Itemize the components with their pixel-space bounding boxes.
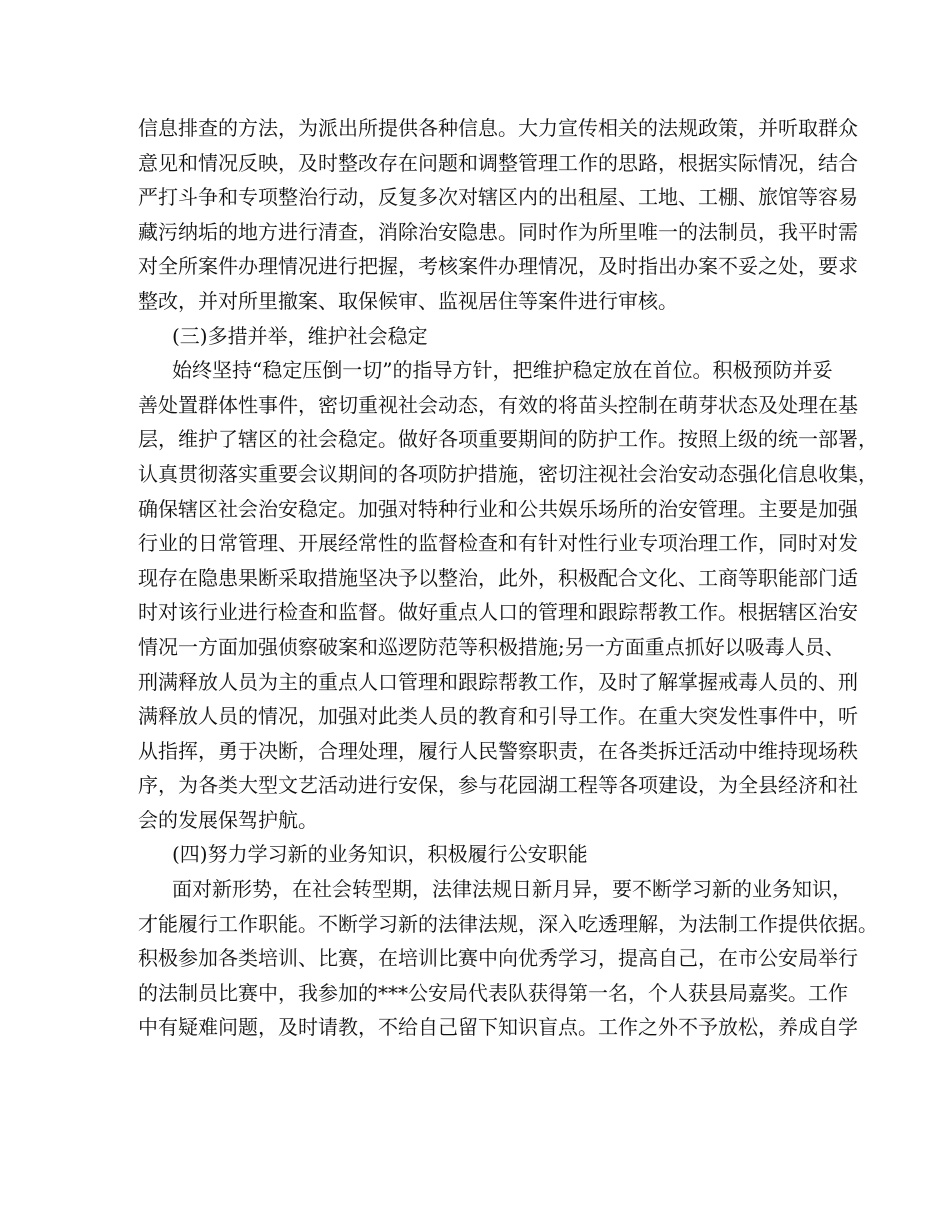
text-line: 情况一方面加强侦察破案和巡逻防范等积极措施;另一方面重点抓好以吸毒人员、 (138, 634, 845, 659)
text-line: 对全所案件办理情况进行把握，考核案件办理情况，及时指出办案不妥之处，要求 (138, 254, 858, 279)
text-line: 行业的日常管理、开展经常性的监督检查和有针对性行业专项治理工作，同时对发 (138, 531, 858, 556)
text-line: 善处置群体性事件，密切重视社会动态，有效的将苗头控制在萌芽状态及处理在基 (138, 392, 858, 417)
paragraph-start-line: (四)努力学习新的业务知识，积极履行公安职能 (172, 842, 588, 867)
text-line: 层，维护了辖区的社会稳定。做好各项重要期间的防护工作。按照上级的统一部署， (138, 427, 878, 452)
text-line: 序，为各类大型文艺活动进行安保，参与花园湖工程等各项建设，为全县经济和社 (138, 773, 858, 798)
paragraph-start-line: 始终坚持“稳定压倒一切”的指导方针，把维护稳定放在首位。积极预防并妥 (172, 358, 833, 383)
paragraph-start-line: (三)多措并举，维护社会稳定 (172, 323, 428, 348)
text-line: 的法制员比赛中，我参加的***公安局代表队获得第一名，个人获县局嘉奖。工作 (138, 980, 848, 1005)
text-line: 整改，并对所里撤案、取保候审、监视居住等案件进行审核。 (138, 288, 678, 313)
text-line: 从指挥，勇于决断，合理处理，履行人民警察职责，在各类拆迁活动中维持现场秩 (138, 738, 858, 763)
paragraph-start-line: 面对新形势，在社会转型期，法律法规日新月异，要不断学习新的业务知识， (172, 877, 852, 902)
text-line: 意见和情况反映，及时整改存在问题和调整管理工作的思路，根据实际情况，结合 (138, 150, 858, 175)
text-line: 时对该行业进行检查和监督。做好重点人口的管理和跟踪帮教工作。根据辖区治安 (138, 600, 858, 625)
text-line: 现存在隐患果断采取措施坚决予以整治，此外，积极配合文化、工商等职能部门适 (138, 565, 858, 590)
text-line: 积极参加各类培训、比赛，在培训比赛中向优秀学习，提高自己，在市公安局举行 (138, 946, 858, 971)
text-line: 刑满释放人员为主的重点人口管理和跟踪帮教工作，及时了解掌握戒毒人员的、刑 (138, 669, 858, 694)
text-line: 藏污纳垢的地方进行清查，消除治安隐患。同时作为所里唯一的法制员，我平时需 (138, 219, 858, 244)
text-line: 才能履行工作职能。不断学习新的法律法规，深入吃透理解，为法制工作提供依据。 (138, 911, 878, 936)
text-line: 会的发展保驾护航。 (138, 807, 318, 832)
document-body (138, 111, 878, 1045)
text-line: 信息排查的方法，为派出所提供各种信息。大力宣传相关的法规政策，并听取群众 (138, 116, 858, 140)
text-line: 认真贯彻落实重要会议期间的各项防护措施，密切注视社会治安动态强化信息收集， (138, 461, 878, 486)
text-line: 确保辖区社会治安稳定。加强对特种行业和公共娱乐场所的治安管理。主要是加强 (138, 496, 858, 521)
text-line: 严打斗争和专项整治行动，反复多次对辖区内的出租屋、工地、工棚、旅馆等容易 (138, 185, 858, 210)
text-line: 中有疑难问题，及时请教，不给自己留下知识盲点。工作之外不予放松，养成自学 (138, 1015, 858, 1040)
text-line: 满释放人员的情况，加强对此类人员的教育和引导工作。在重大突发性事件中，听 (138, 704, 858, 729)
